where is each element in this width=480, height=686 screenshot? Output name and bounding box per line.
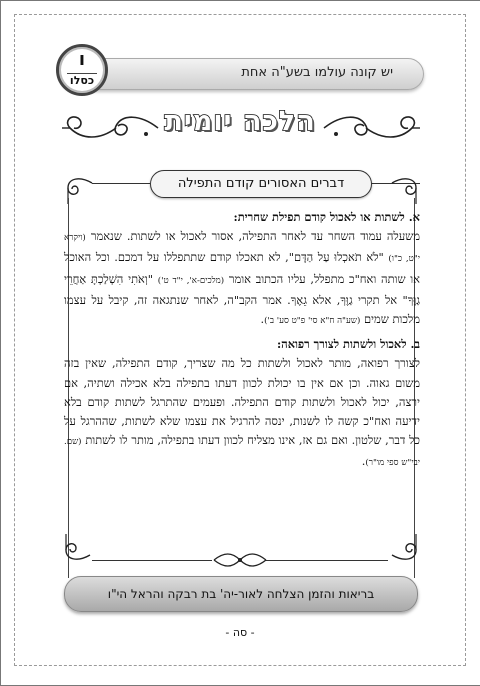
paragraph-1-heading: א. לשתות או לאכול קודם תפילת שחרית: — [233, 210, 420, 224]
page-edge — [0, 0, 1, 686]
section-heading-text: דברים האסורים קודם התפילה — [177, 176, 345, 191]
heading-line-left — [92, 183, 150, 184]
paragraph-1-text: . — [260, 312, 265, 327]
paragraph-2-text: . — [361, 454, 366, 469]
paragraph-1-text: "לֹא תֹאכְלוּ עַל הַדָּם", לא תאכלו קודם שתתפללו על דמכם. וכל האוכל או שותה ואח"כ מתפלל, עליו הכתוב אומר — [64, 250, 420, 286]
page-edge — [0, 0, 480, 1]
bottom-rule-right — [266, 560, 388, 561]
badge-month: כסלו — [69, 74, 95, 87]
page-title: הלכה יומית — [164, 106, 316, 137]
paragraph-2 — [64, 335, 420, 473]
header-banner-text: יש קונה עולמו בשע"ה אחת — [241, 65, 393, 80]
date-badge — [56, 44, 108, 96]
corner-ornament-top-right — [390, 174, 420, 204]
bottom-center-ornament — [212, 550, 268, 570]
dedication-banner — [64, 576, 418, 612]
header-banner — [60, 58, 424, 90]
badge-day: ו — [78, 49, 86, 70]
source-citation: (מלכים-א', י"ד ט') — [157, 275, 225, 286]
dedication-text: בריאות והזמן הצלחה לאור-יה' בת רבקה והראל הי"ו — [107, 587, 375, 601]
corner-ornament-bottom-left — [62, 534, 92, 564]
paragraph-2-text: לצורך רפואה, מותר לאכול ולשתות כל מה שצריך, קודם התפילה, שאין בזה משום גאוה. וכן אם אין בו יכולת לכוון דעתו בתפילה בלא אכילה ושתיה, אם ירצה, יכול לאכול ולשתות קודם התפילה. ופעמים שהתרגל לשתות קודם בלא ידיעה ואח"כ קשה לו לשנות, ינסה להרגיל את עצמו שלא לשתות, שההרגל על כל דבר, שלטון. ואם גם אז, אינו מצליח לכוון דעתו בתפילה, מותר לו לשתות — [64, 356, 420, 448]
halacha-content — [64, 208, 420, 474]
bottom-rule-left — [92, 560, 212, 561]
paragraph-1-text: "וְאֹתִי הִשְׁלַכְתָּ אַחֲרֵי גַוֶּךָ" אל תקרי גַוֶּךָ, אלא גֵאֶךָ. אמר הקב"ה, לאחר שנתגאה זה, קיבל על עצמו מלכות שמים — [64, 271, 420, 327]
section-heading — [150, 170, 372, 198]
paragraph-1-text: משעלה עמוד השחר עד לאחר התפילה, אסור לאכול או לשתות. שנאמר — [85, 229, 420, 244]
source-citation: (שע"ה ח"א סי' פ"ט סע' ב') — [264, 316, 361, 327]
corner-ornament-bottom-right — [390, 534, 420, 564]
paragraph-2-heading: ב. לאכול ולשתות לצורך רפואה: — [276, 337, 420, 352]
source-citation: (ויקרא י"ט, כ"ו) — [64, 233, 420, 265]
source-citation: (שם. יבי"ש ספי מו"ר) — [64, 437, 420, 469]
paragraph-1 — [64, 208, 420, 331]
page-number: - סה - — [225, 626, 255, 639]
